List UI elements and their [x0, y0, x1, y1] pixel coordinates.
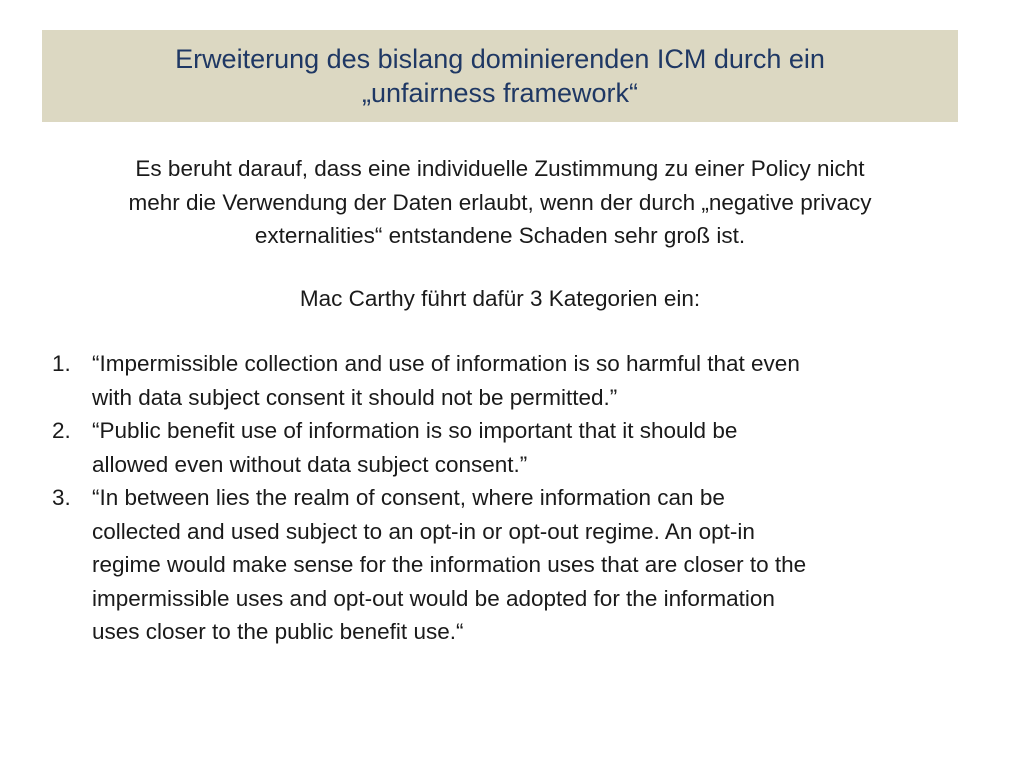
list-item-line: “Impermissible collection and use of information is so harmful that even [92, 351, 800, 376]
intro-line-2: mehr die Verwendung der Daten erlaubt, wenn der durch „negative privacy [128, 189, 872, 215]
category-list [52, 347, 952, 649]
list-number: 1. [52, 351, 71, 376]
list-item [52, 414, 952, 481]
list-item-line: impermissible uses and opt-out would be adopted for the information [92, 585, 775, 611]
list-item [52, 481, 952, 649]
list-item-line: with data subject consent it should not be permitted.” [92, 384, 618, 410]
list-item-line: collected and used subject to an opt-in or opt-out regime. An opt-in [92, 518, 755, 544]
list-number: 2. [52, 418, 71, 443]
list-item-line: “Public benefit use of information is so important that it should be [92, 418, 738, 443]
list-item-line: uses closer to the public benefit use.“ [92, 619, 464, 644]
list-item-line: allowed even without data subject consent.” [92, 451, 528, 477]
subheading: Mac Carthy führt dafür 3 Kategorien ein: [299, 286, 701, 311]
list-item-line: “In between lies the realm of consent, where information can be [92, 485, 725, 510]
list-item-text [92, 414, 952, 481]
list-item-text [92, 347, 952, 414]
list-number: 3. [52, 485, 71, 510]
intro-line-1: Es beruht darauf, dass eine individuelle Zustimmung zu einer Policy nicht [135, 156, 865, 181]
list-item-line: regime would make sense for the information uses that are closer to the [92, 552, 807, 577]
title-line-1: Erweiterung des bislang dominierenden ICM durch ein [175, 44, 825, 74]
intro-paragraph [40, 152, 960, 253]
list-item [52, 347, 952, 414]
intro-line-3: externalities“ entstandene Schaden sehr groß ist. [254, 223, 746, 248]
title-banner [42, 30, 958, 122]
list-item-text [92, 481, 952, 649]
title-line-2: „unfairness framework“ [361, 78, 639, 108]
